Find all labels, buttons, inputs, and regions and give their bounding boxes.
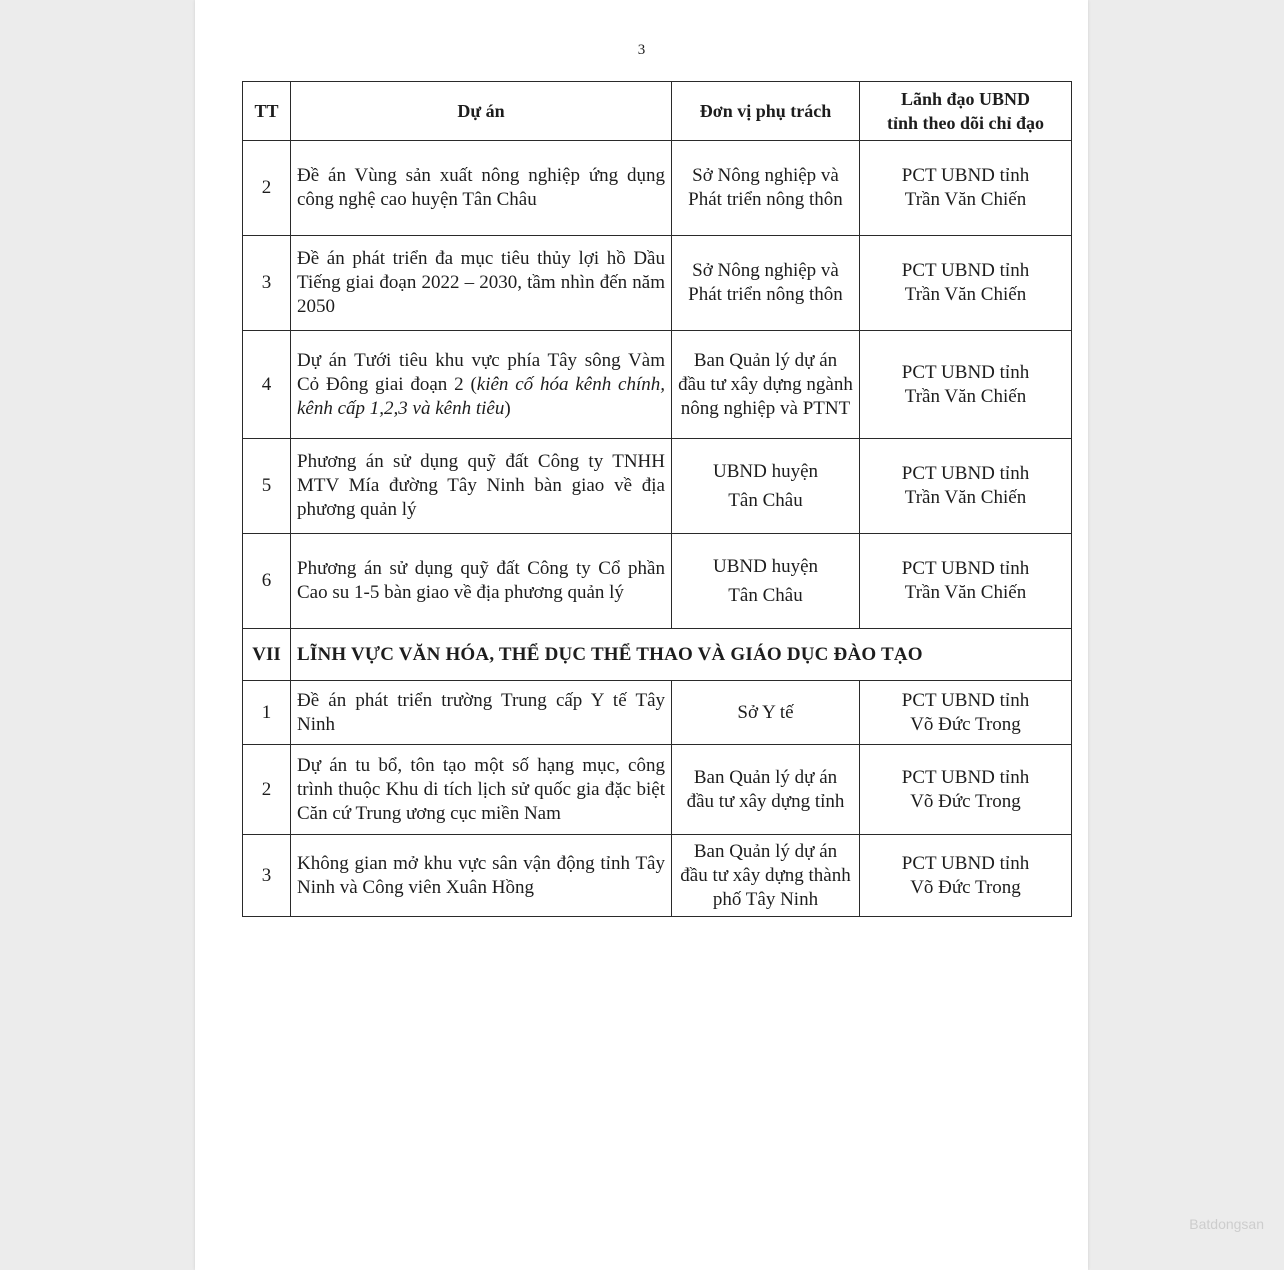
row-project-close: ) — [504, 397, 511, 419]
row-leader — [860, 141, 1072, 236]
row-unit — [672, 141, 860, 236]
row-project: Không gian mở khu vực sân vận động tỉnh Tây Ninh và Công viên Xuân Hồng — [291, 835, 672, 917]
row-unit-line1: Sở Nông nghiệp và — [692, 165, 839, 186]
row-unit-line1: Sở Nông nghiệp và — [692, 260, 839, 281]
row-project-italic: kiên cố hóa kênh chính, kênh cấp 1,2,3 và kênh tiêu — [297, 373, 665, 419]
table-row — [243, 236, 1072, 331]
row-project — [291, 331, 672, 439]
row-leader — [860, 745, 1072, 835]
row-unit: Ban Quản lý dự án đầu tư xây dựng thành phố Tây Ninh — [672, 835, 860, 917]
row-leader-line2: Võ Đức Trong — [910, 713, 1021, 735]
row-tt: 2 — [243, 745, 291, 835]
row-leader-line1: PCT UBND tỉnh — [901, 766, 1030, 788]
row-project: Dự án tu bổ, tôn tạo một số hạng mục, công trình thuộc Khu di tích lịch sử quốc gia đặc biệt Căn cứ Trung ương cục miền Nam — [291, 745, 672, 835]
watermark-text: Batdongsan — [1189, 1216, 1264, 1232]
row-tt: 5 — [243, 439, 291, 534]
row-leader-line2: Trần Văn Chiến — [904, 284, 1027, 305]
row-project: Đề án phát triển đa mục tiêu thủy lợi hồ Dầu Tiếng giai đoạn 2022 – 2030, tầm nhìn đến năm 2050 — [291, 236, 672, 331]
row-leader-line2: Trần Văn Chiến — [904, 385, 1027, 407]
row-leader-line2: Trần Văn Chiến — [904, 487, 1027, 508]
row-project: Phương án sử dụng quỹ đất Công ty TNHH MTV Mía đường Tây Ninh bàn giao về địa phương quản lý — [291, 439, 672, 534]
row-unit-line1: UBND huyện — [712, 556, 819, 577]
projects-table — [242, 81, 1072, 917]
row-tt: 1 — [243, 681, 291, 745]
row-leader-line1: PCT UBND tỉnh — [901, 165, 1030, 186]
row-leader-line2: Trần Văn Chiến — [904, 582, 1027, 603]
row-leader-line1: PCT UBND tỉnh — [901, 463, 1030, 484]
row-unit-line2: Tân Châu — [728, 585, 803, 606]
row-unit — [672, 236, 860, 331]
row-leader-line2: Trần Văn Chiến — [904, 189, 1027, 210]
row-project-text: Dự án Tưới tiêu khu vực phía Tây sông Vàm Cỏ Đông giai đoạn 2 ( — [297, 349, 665, 395]
row-leader — [860, 681, 1072, 745]
row-project: Đề án phát triển trường Trung cấp Y tế Tây Ninh — [291, 681, 672, 745]
section-row — [243, 629, 1072, 681]
row-leader-line1: PCT UBND tỉnh — [901, 361, 1030, 383]
row-unit: Ban Quản lý dự án đầu tư xây dựng ngành nông nghiệp và PTNT — [672, 331, 860, 439]
table-header-row — [243, 82, 1072, 141]
section-number: VII — [243, 629, 291, 681]
header-unit: Đơn vị phụ trách — [672, 82, 860, 141]
row-leader-line1: PCT UBND tỉnh — [901, 260, 1030, 281]
header-tt: TT — [243, 82, 291, 141]
row-leader — [860, 835, 1072, 917]
row-leader — [860, 236, 1072, 331]
row-unit: Sở Y tế — [672, 681, 860, 745]
table-row — [243, 534, 1072, 629]
row-leader-line2: Võ Đức Trong — [910, 876, 1021, 898]
table-row — [243, 681, 1072, 745]
row-leader — [860, 439, 1072, 534]
page-number: 3 — [637, 42, 646, 58]
row-unit — [672, 534, 860, 629]
table-row — [243, 331, 1072, 439]
row-leader-line1: PCT UBND tỉnh — [901, 689, 1030, 711]
row-unit — [672, 439, 860, 534]
table-row — [243, 439, 1072, 534]
row-unit: Ban Quản lý dự án đầu tư xây dựng tỉnh — [672, 745, 860, 835]
row-leader-line2: Võ Đức Trong — [910, 790, 1021, 812]
row-project: Đề án Vùng sản xuất nông nghiệp ứng dụng công nghệ cao huyện Tân Châu — [291, 141, 672, 236]
table-row — [243, 835, 1072, 917]
row-leader-line1: PCT UBND tỉnh — [901, 558, 1030, 579]
row-project: Phương án sử dụng quỹ đất Công ty Cổ phần Cao su 1-5 bàn giao về địa phương quản lý — [291, 534, 672, 629]
header-leader-line2: tỉnh theo dõi chỉ đạo — [886, 113, 1045, 133]
row-leader — [860, 331, 1072, 439]
row-tt: 4 — [243, 331, 291, 439]
header-leader-line1: Lãnh đạo UBND — [900, 89, 1031, 109]
table-row — [243, 141, 1072, 236]
row-unit-line2: Tân Châu — [728, 490, 803, 511]
header-project: Dự án — [291, 82, 672, 141]
header-leader — [860, 82, 1072, 141]
row-unit-line2: Phát triển nông thôn — [688, 189, 843, 210]
table-row — [243, 745, 1072, 835]
row-tt: 2 — [243, 141, 291, 236]
section-title: LĨNH VỰC VĂN HÓA, THỂ DỤC THỂ THAO VÀ GIÁO DỤC ĐÀO TẠO — [291, 629, 1072, 681]
row-leader — [860, 534, 1072, 629]
row-unit-line1: UBND huyện — [712, 461, 819, 482]
row-leader-line1: PCT UBND tỉnh — [901, 852, 1030, 874]
row-tt: 3 — [243, 236, 291, 331]
row-tt: 6 — [243, 534, 291, 629]
document-page — [195, 0, 1088, 1270]
row-tt: 3 — [243, 835, 291, 917]
row-unit-line2: Phát triển nông thôn — [688, 284, 843, 305]
